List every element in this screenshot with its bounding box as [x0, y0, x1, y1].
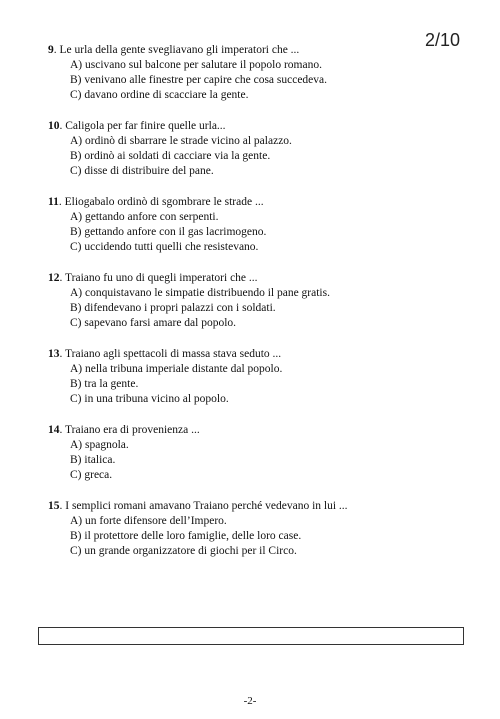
answer-option-c[interactable]: C) in una tribuna vicino al popolo. — [70, 393, 229, 405]
answer-option-b[interactable]: B) venivano alle finestre per capire che cosa succedeva. — [70, 74, 328, 86]
answer-options — [70, 438, 468, 483]
answer-option-c[interactable]: C) greca. — [70, 469, 113, 481]
answer-option-b[interactable]: B) tra la gente. — [70, 378, 139, 390]
questions-list — [48, 42, 468, 574]
answer-option-c[interactable]: C) sapevano farsi amare dal popolo. — [70, 317, 237, 329]
question-10 — [48, 118, 468, 179]
question-number: 12 — [48, 272, 60, 284]
answer-option-b[interactable]: B) gettando anfore con il gas lacrimogeno. — [70, 226, 267, 238]
question-number: 13 — [48, 348, 60, 360]
question-text: . Traiano fu uno di quegli imperatori che ... — [59, 272, 258, 284]
question-number: 15 — [48, 500, 60, 512]
question-9 — [48, 42, 468, 103]
answer-option-b[interactable]: B) il protettore delle loro famiglie, delle loro case. — [70, 530, 302, 542]
answer-option-a[interactable]: A) un forte difensore dell’Impero. — [70, 515, 227, 527]
answer-options — [70, 286, 468, 331]
question-text: . Traiano era di provenienza ... — [59, 424, 200, 436]
question-number: 11 — [48, 196, 59, 208]
question-text: . Le urla della gente svegliavano gli imperatori che ... — [53, 44, 300, 56]
question-14 — [48, 422, 468, 483]
question-text: . Eliogabalo ordinò di sgombrare le strade ... — [58, 196, 264, 208]
answer-option-b[interactable]: B) ordinò ai soldati di cacciare via la gente. — [70, 150, 271, 162]
question-text: . I semplici romani amavano Traiano perché vedevano in lui ... — [59, 500, 348, 512]
question-number: 14 — [48, 424, 60, 436]
answer-options — [70, 514, 468, 559]
answer-option-a[interactable]: A) ordinò di sbarrare le strade vicino al palazzo. — [70, 135, 292, 147]
answer-option-c[interactable]: C) davano ordine di scacciare la gente. — [70, 89, 249, 101]
question-text: . Traiano agli spettacoli di massa stava seduto ... — [59, 348, 282, 360]
answer-option-b[interactable]: B) italica. — [70, 454, 116, 466]
answer-option-c[interactable]: C) disse di distribuire del pane. — [70, 165, 214, 177]
answer-options — [70, 362, 468, 407]
question-12 — [48, 270, 468, 331]
answer-option-a[interactable]: A) conquistavano le simpatie distribuendo il pane gratis. — [70, 287, 330, 299]
question-11 — [48, 194, 468, 255]
answer-options — [70, 210, 468, 255]
question-number: 10 — [48, 120, 60, 132]
page-counter: 2/10 — [424, 30, 460, 50]
question-13 — [48, 346, 468, 407]
answer-option-b[interactable]: B) difendevano i propri palazzi con i soldati. — [70, 302, 276, 314]
question-15 — [48, 498, 468, 559]
answer-option-a[interactable]: A) spagnola. — [70, 439, 129, 451]
answer-box[interactable] — [38, 627, 464, 645]
answer-option-a[interactable]: A) gettando anfore con serpenti. — [70, 211, 219, 223]
answer-option-c[interactable]: C) uccidendo tutti quelli che resistevano. — [70, 241, 259, 253]
question-text: . Caligola per far finire quelle urla... — [59, 120, 226, 132]
page-number: -2- — [243, 695, 257, 707]
answer-options — [70, 134, 468, 179]
question-number: 9 — [48, 44, 54, 56]
answer-option-a[interactable]: A) nella tribuna imperiale distante dal popolo. — [70, 363, 283, 375]
answer-option-a[interactable]: A) uscivano sul balcone per salutare il popolo romano. — [70, 59, 322, 71]
answer-option-c[interactable]: C) un grande organizzatore di giochi per il Circo. — [70, 545, 297, 557]
answer-options — [70, 58, 468, 103]
